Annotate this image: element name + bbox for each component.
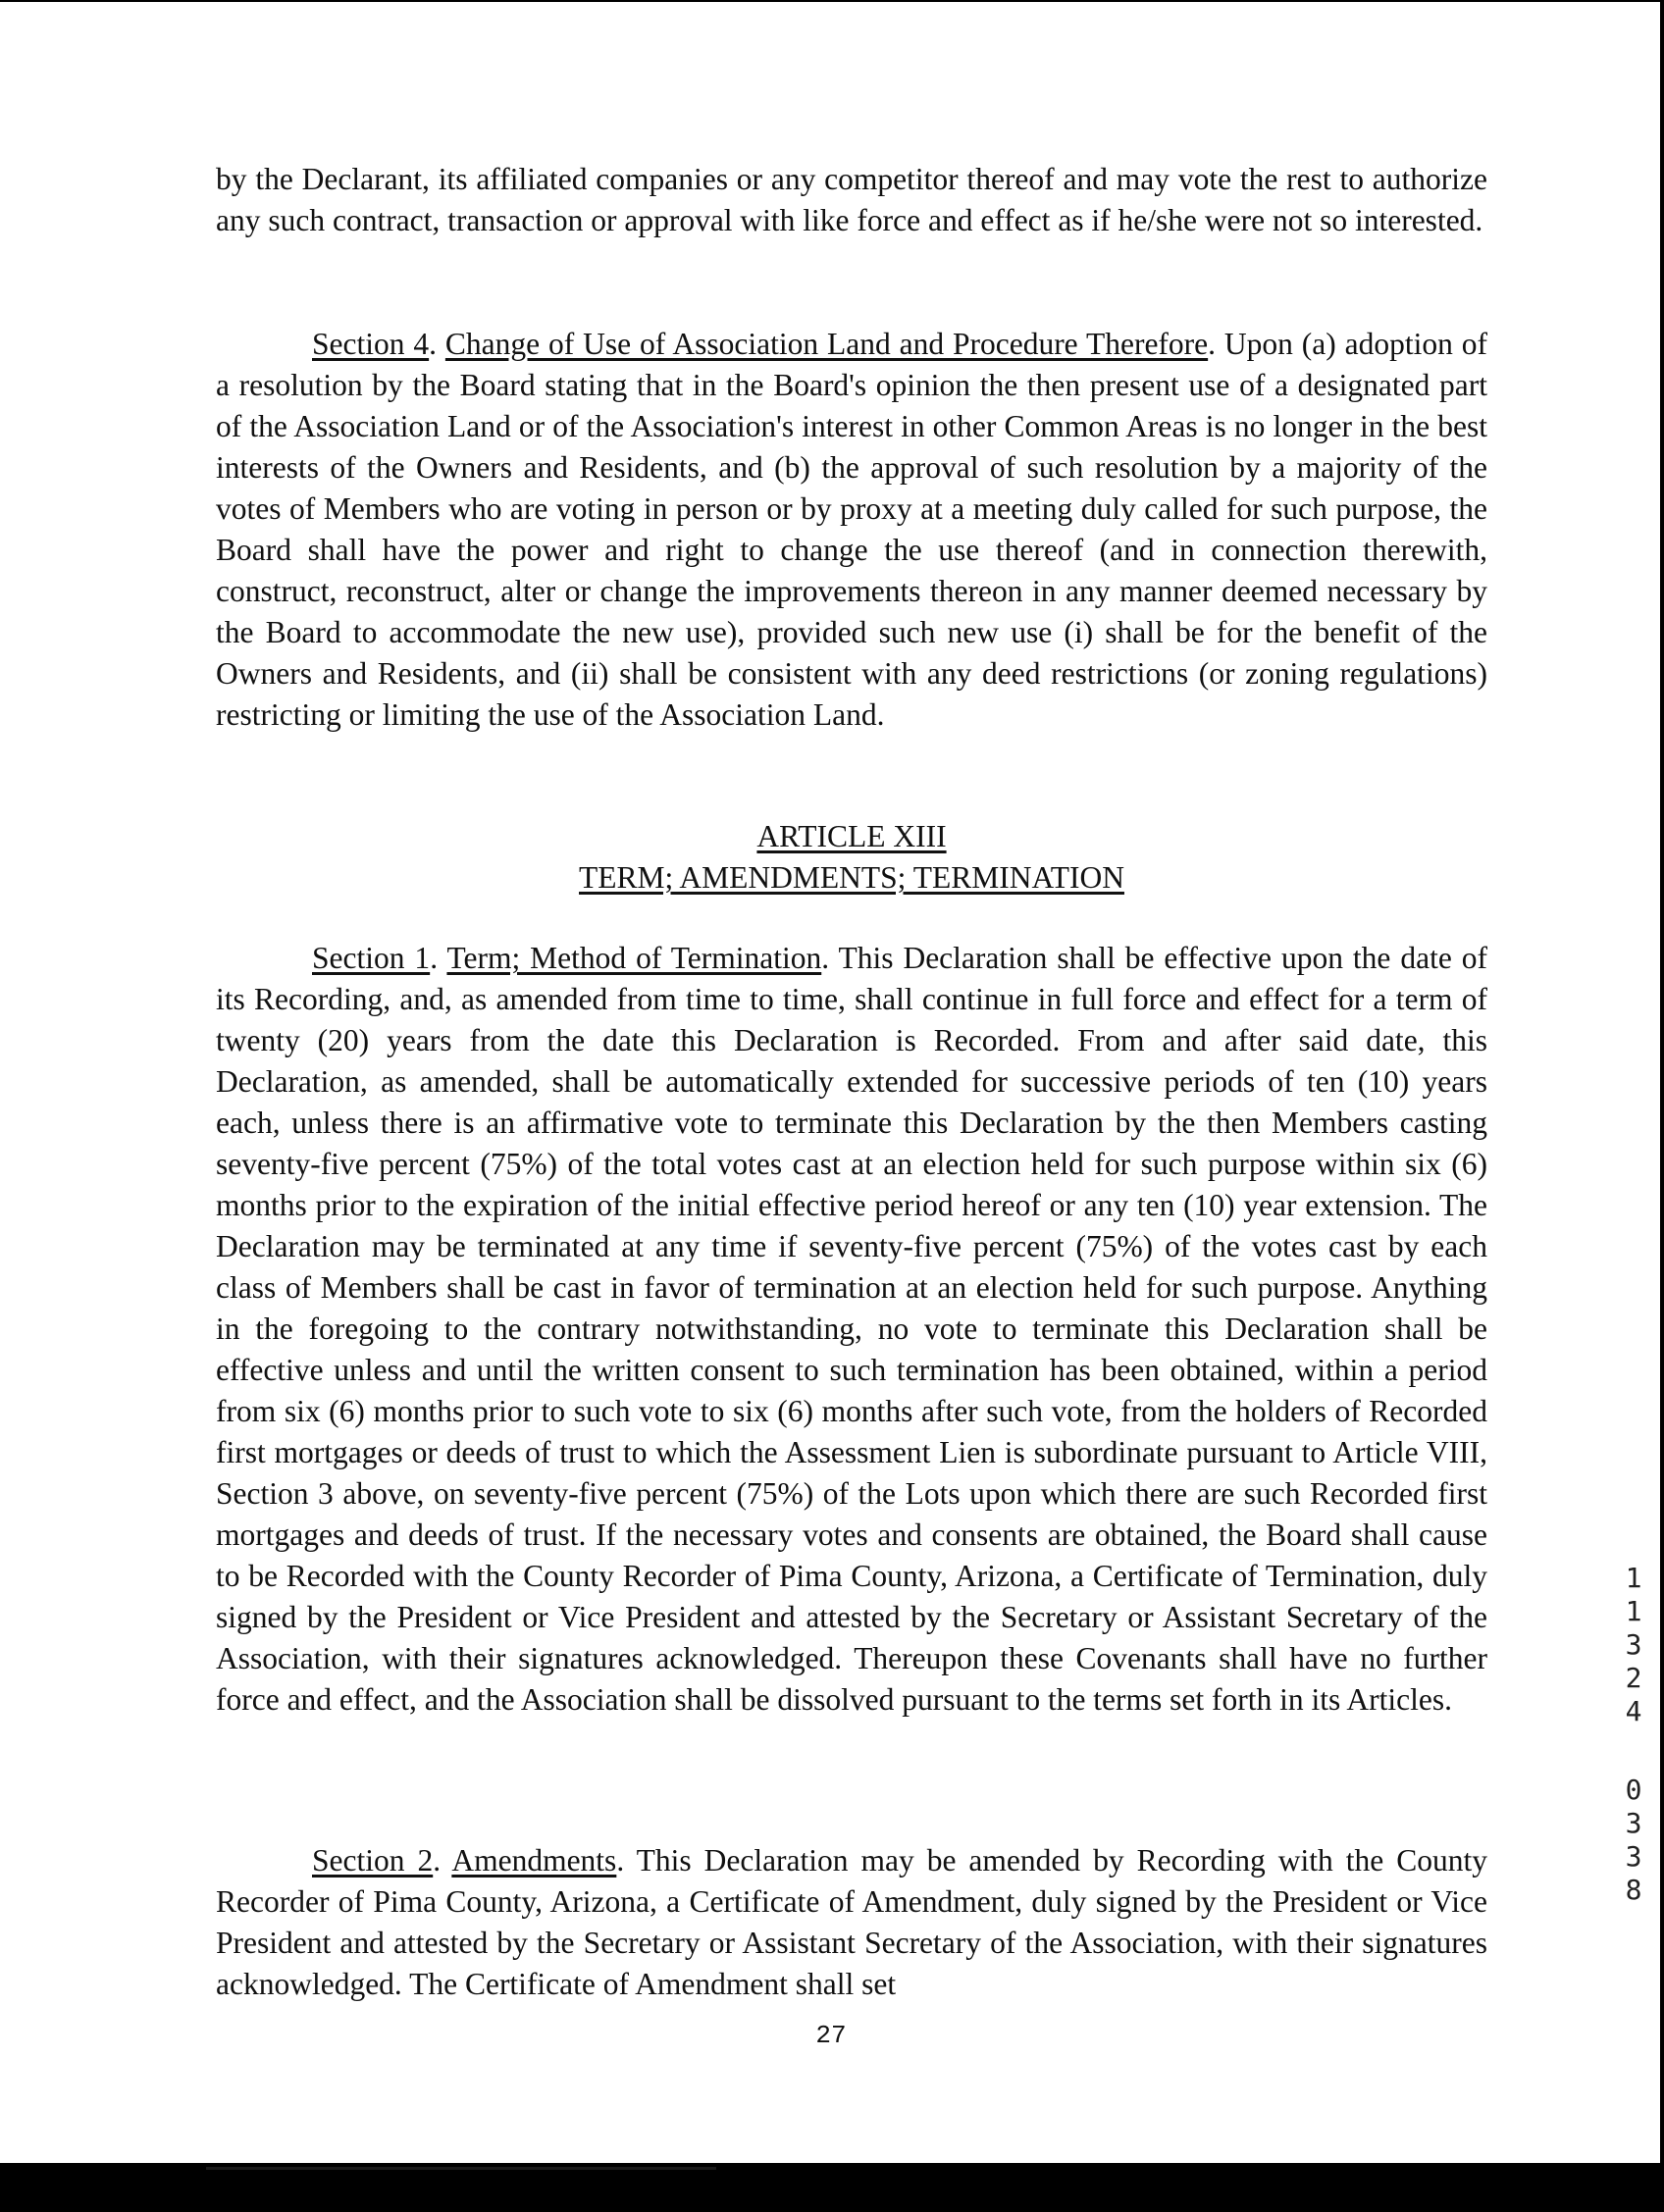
- section-2-label: Section 2: [312, 1843, 434, 1878]
- article-heading: [216, 816, 1487, 899]
- stamp-digit: 1: [1625, 1562, 1642, 1594]
- paragraph-text: by the Declarant, its affiliated companies or any competitor thereof and may vote the rest to authorize any such contract, transaction or approval with like force and effect as if he/she were not so interested.: [216, 162, 1487, 237]
- stamp-digit: 1: [1625, 1595, 1642, 1627]
- section-1-paragraph: Section 1. Term; Method of Termination. This Declaration shall be effective upon the date of its Recording, and, as amended from time to time, shall continue in full force and effect for a term of twenty (20) years from the date this Declaration is Recorded. From and after said date, this Declaration, as amended, shall be automatically extended for successive periods of ten (10) years each, unless there is an affirmative vote to terminate this Declaration by the then Members casting seventy-five percent (75%) of the total votes cast at an election held for such purpose within six (6) months prior to the expiration of the initial effective period hereof or any ten (10) year extension. The Declaration may be terminated at any time if seventy-five percent (75%) of the votes cast by each class of Members shall be cast in favor of termination at an election held for such purpose. Anything in the foregoing to the contrary notwithstanding, no vote to terminate this Declaration shall be effective unless and until the written consent to such termination has been obtained, within a period from six (6) months prior to such vote to six (6) months after such vote, from the holders of Recorded first mortgages or deeds of trust to which the Assessment Lien is subordinate pursuant to Article VIII, Section 3 above, on seventy-five percent (75%) of the Lots upon which there are such Recorded first mortgages and deeds of trust. If the necessary votes and consents are obtained, the Board shall cause to be Recorded with the County Recorder of Pima County, Arizona, a Certificate of Termination, duly signed by the President or Vice President and attested by the Secretary or Assistant Secretary of the Association, with their signatures acknowledged. Thereupon these Covenants shall have no further force and effect, and the Association shall be dissolved pursuant to the terms set forth in its Articles.: [216, 941, 1487, 1717]
- article-number: ARTICLE XIII: [756, 819, 947, 853]
- section-1-title: Term; Method of Termination: [446, 941, 822, 975]
- docket-stamp: [1617, 1562, 1650, 1907]
- section-2-text: This Declaration may be amended by Recording with the County Recorder of Pima County, Arizona, a Certificate of Amendment, duly signed by the President or Vice President and attested by the Secretary or Assistant Secretary of the Association, with their signatures acknowledged. The Certificate of Amendment shall set: [216, 1843, 1487, 2001]
- stamp-digit: 3: [1625, 1840, 1642, 1873]
- paragraph-continuation: [216, 159, 1487, 241]
- stamp-digit: 3: [1625, 1807, 1642, 1839]
- stamp-digit: 4: [1625, 1695, 1642, 1727]
- stamp-digit: 3: [1625, 1628, 1642, 1661]
- section-4-paragraph: Section 4. Change of Use of Association Land and Procedure Therefore. Upon (a) adoption of a resolution by the Board stating that in the Board's opinion the then present use of a designated part of the Association Land or of the Association's interest in other Common Areas is no longer in the best interests of the Owners and Residents, and (b) the approval of such resolution by a majority of the votes of Members who are voting in person or by proxy at a meeting duly called for such purpose, the Board shall have the power and right to change the use thereof (and in connection therewith, construct, reconstruct, alter or change the improvements thereon in any manner deemed necessary by the Board to accommodate the new use), provided such new use (i) shall be for the benefit of the Owners and Residents, and (ii) shall be consistent with any deed restrictions (or zoning regulations) restricting or limiting the use of the Association Land.: [216, 327, 1487, 732]
- page-number: 27: [815, 2021, 847, 2050]
- stamp-gap: [1617, 1728, 1650, 1774]
- stamp-digit: 8: [1625, 1874, 1642, 1906]
- stamp-digit: 0: [1625, 1774, 1642, 1806]
- section-4-title: Change of Use of Association Land and Procedure Therefore: [444, 327, 1209, 361]
- section-4-label: Section 4: [312, 327, 430, 361]
- section-2-paragraph: Section 2. Amendments. This Declaration may be amended by Recording with the County Recorder of Pima County, Arizona, a Certificate of Amendment, duly signed by the President or Vice President and attested by the Secretary or Assistant Secretary of the Association, with their signatures acknowledged. The Certificate of Amendment shall set: [216, 1843, 1487, 2001]
- section-2-title: Amendments: [451, 1843, 617, 1878]
- stamp-digit: 2: [1625, 1662, 1642, 1694]
- section-1-text: This Declaration shall be effective upon the date of its Recording, and, as amended from time to time, shall continue in full force and effect for a term of twenty (20) years from the date this Declaration is Recorded. From and after said date, this Declaration, as amended, shall be automatically extended for successive periods of ten (10) years each, unless there is an affirmative vote to terminate this Declaration by the then Members casting seventy-five percent (75%) of the total votes cast at an election held for such purpose within six (6) months prior to the expiration of the initial effective period hereof or any ten (10) year extension. The Declaration may be terminated at any time if seventy-five percent (75%) of the votes cast by each class of Members shall be cast in favor of termination at an election held for such purpose. Anything in the foregoing to the contrary notwithstanding, no vote to terminate this Declaration shall be effective unless and until the written consent to such termination has been obtained, within a period from six (6) months prior to such vote to six (6) months after such vote, from the holders of Recorded first mortgages or deeds of trust to which the Assessment Lien is subordinate pursuant to Article VIII, Section 3 above, on seventy-five percent (75%) of the Lots upon which there are such Recorded first mortgages and deeds of trust. If the necessary votes and consents are obtained, the Board shall cause to be Recorded with the County Recorder of Pima County, Arizona, a Certificate of Termination, duly signed by the President or Vice President and attested by the Secretary or Assistant Secretary of the Association, with their signatures acknowledged. Thereupon these Covenants shall have no further force and effect, and the Association shall be dissolved pursuant to the terms set forth in its Articles.: [216, 941, 1487, 1717]
- section-4-text: Upon (a) adoption of a resolution by the Board stating that in the Board's opinion the then present use of a designated part of the Association Land or of the Association's interest in other Common Areas is no longer in the best interests of the Owners and Residents, and (b) the approval of such resolution by a majority of the votes of Members who are voting in person or by proxy at a meeting duly called for such purpose, the Board shall have the power and right to change the use thereof (and in connection therewith, construct, reconstruct, alter or change the improvements thereon in any manner deemed necessary by the Board to accommodate the new use), provided such new use (i) shall be for the benefit of the Owners and Residents, and (ii) shall be consistent with any deed restrictions (or zoning regulations) restricting or limiting the use of the Association Land.: [216, 327, 1487, 732]
- article-title: TERM; AMENDMENTS; TERMINATION: [579, 860, 1124, 895]
- scan-edge-mark: [206, 2167, 716, 2170]
- section-1-label: Section 1: [312, 941, 431, 975]
